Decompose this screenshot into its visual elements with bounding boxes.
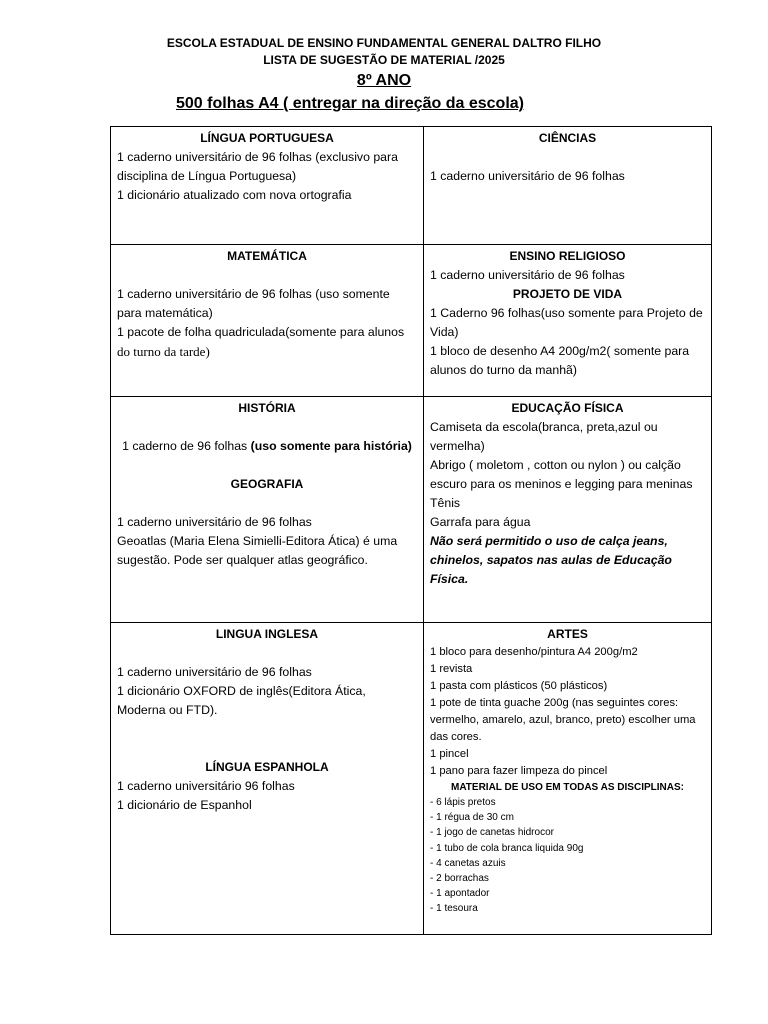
cell-artes [424,623,712,935]
list-item: 1 bloco para desenho/pintura A4 200g/m2 [430,646,638,658]
table-row [111,397,712,623]
list-title: LISTA DE SUGESTÃO DE MATERIAL /2025 [263,53,505,67]
list-item: 1 pasta com plásticos (50 plásticos) [430,680,608,692]
cell-lingua-portuguesa [111,127,424,245]
list-item: 1 caderno universitário 96 folhas [117,779,295,793]
materials-table [110,126,712,935]
table-row [111,127,712,245]
subject-title: EDUCAÇÃO FÍSICA [511,401,624,415]
subject-title: PROJETO DE VIDA [512,287,623,301]
subject-title: ENSINO RELIGIOSO [509,249,626,263]
cell-historia-geografia [111,397,424,623]
subject-title: LINGUA INGLESA [215,627,319,641]
common-materials-title: MATERIAL DE USO EM TODAS AS DISCIPLINAS: [451,782,684,793]
warning-text: Não será permitido o uso de calça jeans, chinelos, sapatos nas aulas de Educação Física. [430,534,672,586]
subject-title: GEOGRAFIA [230,477,304,491]
cell-religioso-projeto [424,245,712,397]
list-item: 1 pano para fazer limpeza do pincel [430,765,608,777]
list-item: - 1 jogo de canetas hidrocor [430,827,554,839]
list-item: - 2 borrachas [430,873,489,885]
list-item: - 1 tesoura [430,903,478,915]
list-item-text: do turno da tarde) [117,344,210,359]
list-item: 1 Caderno 96 folhas(uso somente para Projeto de Vida) [430,306,703,339]
paper-requirement: 500 folhas A4 ( entregar na direção da escola) [176,95,524,112]
table-row [111,623,712,935]
grade-title: 8º ANO [356,72,412,89]
subject-title: LÍNGUA PORTUGUESA [200,131,334,145]
list-item: Camiseta da escola(branca, preta,azul ou vermelha) [430,420,658,453]
cell-educacao-fisica [424,397,712,623]
list-item: 1 dicionário de Espanhol [117,798,252,812]
list-item-text: 1 pacote de folha quadriculada(somente para alunos [117,325,405,339]
list-item: 1 bloco de desenho A4 200g/m2( somente para alunos do turno da manhã) [430,344,690,377]
subject-title: HISTÓRIA [238,401,296,415]
cell-ciencias [424,127,712,245]
cell-matematica [111,245,424,397]
list-item: - 1 régua de 30 cm [430,812,514,824]
list-item: 1 dicionário atualizado com nova ortografia [117,188,352,202]
list-item: 1 revista [430,663,473,675]
list-item: 1 caderno universitário de 96 folhas [117,515,312,529]
list-item: - 1 tubo de cola branca liquida 90g [430,842,584,854]
list-item: Geoatlas (Maria Elena Simielli-Editora Ática) é uma sugestão. Pode ser qualquer atlas geográfico. [117,534,398,567]
list-item: Garrafa para água [430,515,531,529]
list-item: - 6 lápis pretos [430,797,496,808]
subject-title: ARTES [547,627,588,641]
subject-title: LÍNGUA ESPANHOLA [205,760,329,774]
subject-title: MATEMÁTICA [227,249,307,263]
list-item: - 4 canetas azuis [430,857,506,869]
list-item-text: (uso somente para história) [250,439,412,453]
subject-title: CIÊNCIAS [538,131,597,145]
list-item: 1 pincel [430,748,469,760]
list-item: 1 caderno universitário de 96 folhas [430,268,625,282]
list-item: 1 caderno universitário de 96 folhas (uso somente para matemática) [117,287,390,320]
list-item: 1 caderno universitário de 96 folhas [117,665,312,679]
list-item: Abrigo ( moletom , cotton ou nylon ) ou calção escuro para os meninos e legging para meninas [430,458,693,491]
list-item: 1 caderno universitário de 96 folhas [430,169,625,183]
list-item: 1 pote de tinta guache 200g (nas seguintes cores: vermelho, amarelo, azul, branco, preto) escolher uma das cores. [430,697,696,743]
list-item: Tênis [430,496,461,510]
list-item [117,437,417,456]
list-item [117,323,417,362]
list-item: - 1 apontador [430,888,490,900]
cell-ingles-espanhol [111,623,424,935]
list-item: 1 dicionário OXFORD de inglês(Editora Ática, Moderna ou FTD). [117,684,366,717]
list-item: 1 caderno universitário de 96 folhas (exclusivo para disciplina de Língua Portuguesa) [117,150,398,183]
list-item-text: 1 caderno de 96 folhas [122,439,251,453]
table-row [111,245,712,397]
school-name: ESCOLA ESTADUAL DE ENSINO FUNDAMENTAL GENERAL DALTRO FILHO [166,36,602,50]
